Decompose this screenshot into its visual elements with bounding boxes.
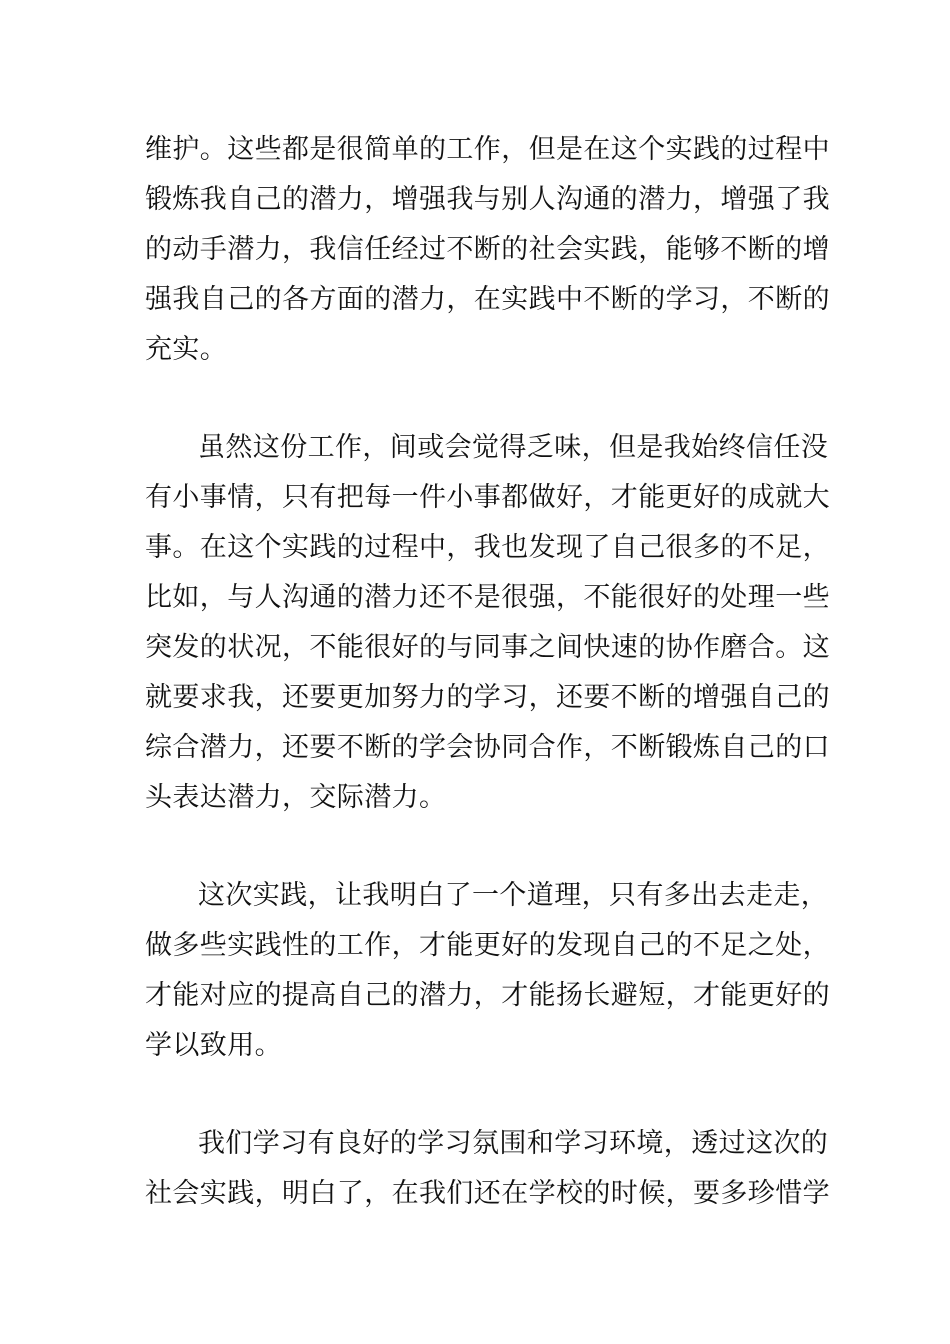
paragraph-1-line-2: 锻炼我自己的潜力，增强我与别人沟通的潜力，增强了我 (145, 184, 830, 215)
paragraph-2-line-6: 就要求我，还要更加努力的学习，还要不断的增强自己的 (145, 682, 830, 713)
paragraph-3-line-2: 做多些实践性的工作，才能更好的发现自己的不足之处， (145, 930, 830, 961)
paragraph-1-line-1: 维护。这些都是很简单的工作，但是在这个实践的过程中 (145, 134, 830, 165)
paragraph-1-line-4: 强我自己的各方面的潜力，在实践中不断的学习，不断的 (145, 284, 830, 315)
paragraph-2-line-8: 头表达潜力，交际潜力。 (145, 782, 447, 813)
paragraph-2-line-3: 事。在这个实践的过程中，我也发现了自己很多的不足， (145, 532, 830, 563)
paragraph-3-line-4: 学以致用。 (145, 1030, 282, 1061)
paragraph-1-line-5: 充实。 (145, 334, 228, 365)
paragraph-3-line-3: 才能对应的提高自己的潜力，才能扬长避短，才能更好的 (145, 980, 830, 1011)
paragraph-2-line-1: 虽然这份工作，间或会觉得乏味，但是我始终信任没 (198, 432, 829, 463)
paragraph-2-line-5: 突发的状况，不能很好的与同事之间快速的协作磨合。这 (145, 632, 830, 663)
paragraph-2-line-2: 有小事情，只有把每一件小事都做好，才能更好的成就大 (145, 482, 830, 513)
paragraph-4-line-1: 我们学习有良好的学习氛围和学习环境，透过这次的 (198, 1128, 829, 1159)
paragraph-3-line-1: 这次实践，让我明白了一个道理，只有多出去走走， (198, 880, 829, 911)
paragraph-1-line-3: 的动手潜力，我信任经过不断的社会实践，能够不断的增 (145, 234, 830, 265)
paragraph-4-line-2: 社会实践，明白了，在我们还在学校的时候，要多珍惜学 (145, 1178, 830, 1209)
paragraph-2-line-7: 综合潜力，还要不断的学会协同合作，不断锻炼自己的口 (145, 732, 830, 763)
paragraph-2-line-4: 比如，与人沟通的潜力还不是很强，不能很好的处理一些 (145, 582, 830, 613)
